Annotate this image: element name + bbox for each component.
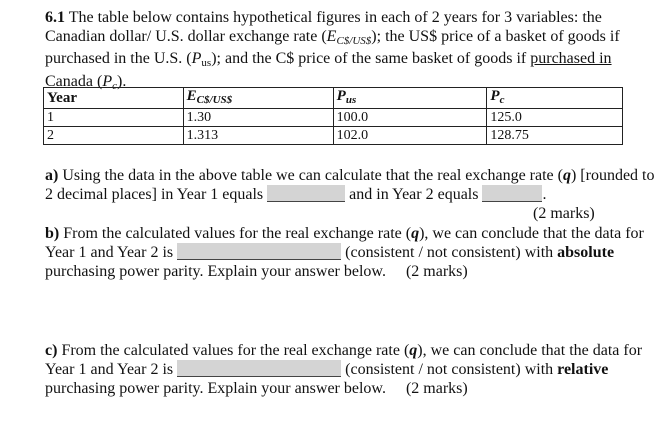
part-c-bold-word: relative	[557, 361, 609, 378]
part-b-text: (consistent / not consistent) with	[341, 244, 558, 261]
part-b-marks: (2 marks)	[405, 263, 468, 280]
cell-year: 2	[44, 127, 184, 145]
part-a-text: Using the data in the above table we can calculate that the real exchange rate (	[58, 167, 563, 184]
var-pc: P	[102, 72, 113, 90]
part-a-text: ) [rounded to 2 decimal places] in Year 1 equals	[45, 167, 655, 203]
answer-blank-year2[interactable]	[482, 185, 542, 202]
cell-exchange-rate: 1.313	[183, 127, 333, 145]
table-header-row	[44, 88, 623, 109]
part-b-label: b)	[45, 225, 60, 242]
part-a-label: a)	[45, 167, 59, 184]
intro-underlined: purchased in Canada	[45, 50, 612, 90]
var-pus-sub: us	[201, 57, 212, 69]
intro-text: ); the US$ price of a basket of goods if purchased in the U.S. (	[45, 27, 620, 67]
cell-pus: 100.0	[333, 109, 487, 127]
table-row	[44, 109, 623, 127]
intro-text: (	[92, 72, 103, 90]
part-b-bold-word: absolute	[557, 244, 615, 261]
header-e-sub: C$/US$	[196, 94, 233, 106]
var-e: E	[326, 27, 337, 45]
part-a-marks: (2 marks)	[533, 205, 595, 222]
header-pc-var: P	[490, 88, 500, 104]
answer-blank-absolute-ppp[interactable]	[177, 243, 341, 260]
part-b-text: ), we can conclude that the data for Year 1 and Year 2 is	[45, 225, 644, 261]
part-c-label: c)	[45, 342, 58, 359]
var-e-sub: C$/US$	[336, 34, 372, 47]
part-b-text: From the calculated values for the real exchange rate (	[59, 225, 412, 242]
intro-text: The table below contains hypothetical figures in each of 2 years for 3 variables: the Canadian dollar/ U.S. dollar exchange rate (	[45, 9, 602, 45]
table-row	[44, 127, 623, 145]
cell-exchange-rate: 1.30	[183, 109, 333, 127]
cell-year: 1	[44, 109, 184, 127]
header-exchange-rate	[183, 88, 333, 109]
part-a-text: and in Year 2 equals	[345, 186, 483, 203]
header-e-var: E	[186, 88, 197, 104]
part-a	[45, 166, 655, 223]
part-c-text: purchasing power parity. Explain your answer below.	[45, 380, 386, 397]
var-pc-sub: c	[112, 79, 117, 92]
part-b	[45, 224, 655, 281]
part-c-text: ), we can conclude that the data for Year 1 and Year 2 is	[45, 342, 643, 378]
cell-pus: 102.0	[333, 127, 487, 145]
answer-blank-relative-ppp[interactable]	[177, 360, 341, 377]
var-pus: P	[191, 50, 202, 67]
intro-text: ).	[116, 72, 127, 90]
part-c-text: (consistent / not consistent) with	[341, 361, 558, 378]
cell-pc: 125.0	[487, 109, 623, 127]
part-b-text: purchasing power parity. Explain your answer below.	[45, 263, 386, 280]
var-q: q	[562, 167, 571, 184]
header-pus-sub: us	[345, 94, 357, 106]
cell-pc: 128.75	[487, 127, 623, 145]
header-pc	[487, 88, 623, 109]
answer-blank-year1[interactable]	[267, 185, 345, 202]
header-pc-sub: c	[499, 94, 505, 106]
header-pus	[333, 88, 487, 109]
data-table	[43, 87, 623, 145]
question-number: 6.1	[45, 9, 65, 26]
var-q: q	[409, 342, 418, 359]
part-c-text: From the calculated values for the real exchange rate (	[57, 342, 410, 359]
header-pus-var: P	[336, 88, 346, 104]
question-intro	[45, 9, 645, 95]
var-q: q	[411, 225, 420, 242]
part-a-text: .	[542, 186, 547, 203]
part-c-marks: (2 marks)	[405, 380, 468, 397]
intro-text: ); and the C$ price of the same basket of goods if	[211, 50, 531, 67]
part-c	[45, 341, 655, 398]
header-year: Year	[44, 88, 184, 109]
